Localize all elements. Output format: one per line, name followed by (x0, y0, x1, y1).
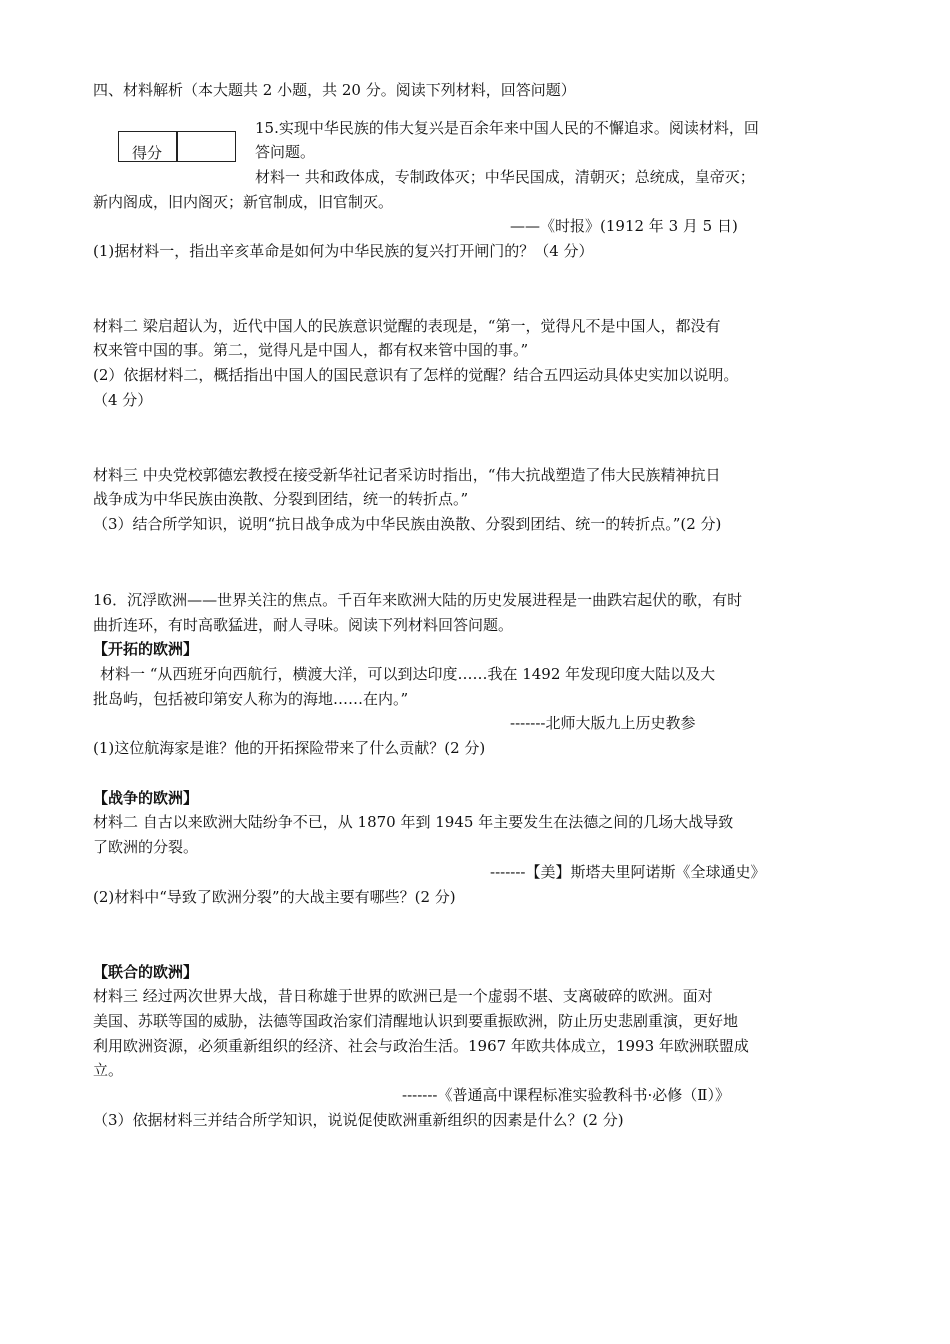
q15-question-2-line-2: （4 分） (93, 391, 153, 409)
score-box-divider (176, 132, 178, 161)
q16-question-2: (2)材料中“导致了欧洲分裂”的大战主要有哪些？(2 分) (93, 888, 456, 906)
q15-material2-line-2: 权来管中国的事。第二，觉得凡是中国人，都有权来管中国的事。” (93, 341, 529, 359)
q15-intro-line-1: 15.实现中华民族的伟大复兴是百余年来中国人民的不懈追求。阅读材料，回 (255, 119, 759, 137)
q16-intro-line-2: 曲折连环，有时高歌猛进，耐人寻味。阅读下列材料回答问题。 (93, 616, 514, 634)
q16-material1-line-2: 批岛屿，包括被印第安人称为的海地……在内。” (93, 690, 409, 708)
q15-question-1: (1)据材料一，指出辛亥革命是如何为中华民族的复兴打开闸门的？（4 分） (93, 242, 594, 260)
q15-material3-line-2: 战争成为中华民族由涣散、分裂到团结，统一的转折点。” (93, 490, 469, 508)
score-box (118, 131, 236, 162)
q15-material1-source: ——《时报》(1912 年 3 月 5 日) (510, 217, 738, 235)
q16-question-1: (1)这位航海家是谁？他的开拓探险带来了什么贡献？(2 分) (93, 739, 486, 757)
q16-material3-line-1: 材料三 经过两次世界大战，昔日称雄于世界的欧洲已是一个虚弱不堪、支离破碎的欧洲。面对 (93, 987, 713, 1005)
q16-material2-source: -------【美】斯塔夫里阿诺斯《全球通史》 (490, 863, 766, 881)
q16-material1-line-1: 材料一 “从西班牙向西航行，横渡大洋，可以到达印度……我在 1492 年发现印度大陆以及大 (100, 665, 716, 683)
q15-material3-line-1: 材料三 中央党校郭德宏教授在接受新华社记者采访时指出，“伟大抗战塑造了伟大民族精神抗日 (93, 466, 721, 484)
q16-heading-exploration: 【开拓的欧洲】 (93, 640, 199, 658)
score-label: 得分 (132, 144, 163, 162)
q15-question-2-line-1: (2）依据材料二，概括指出中国人的国民意识有了怎样的觉醒？结合五四运动具体史实加以说明。 (93, 366, 739, 384)
q15-material2-line-1: 材料二 梁启超认为，近代中国人的民族意识觉醒的表现是，“第一，觉得凡不是中国人，都没有 (93, 317, 721, 335)
q16-heading-union: 【联合的欧洲】 (93, 963, 199, 981)
q16-material1-source: -------北师大版九上历史教参 (510, 714, 696, 732)
q16-intro-line-1: 16．沉浮欧洲——世界关注的焦点。千百年来欧洲大陆的历史发展进程是一曲跌宕起伏的歌，有时 (93, 591, 743, 609)
q16-material3-line-4: 立。 (93, 1061, 124, 1079)
q15-question-3: （3）结合所学知识，说明“抗日战争成为中华民族由涣散、分裂到团结、统一的转折点。”(2 分) (93, 515, 722, 533)
q16-material3-line-2: 美国、苏联等国的威胁，法德等国政治家们清醒地认识到要重振欧洲，防止历史悲剧重演，更好地 (93, 1012, 739, 1030)
q16-heading-war: 【战争的欧洲】 (93, 789, 199, 807)
q16-question-3: （3）依据材料三并结合所学知识，说说促使欧洲重新组织的因素是什么？(2 分) (93, 1111, 624, 1129)
q16-material3-line-3: 利用欧洲资源，必须重新组织的经济、社会与政治生活。1967 年欧共体成立，1993 年欧洲联盟成 (93, 1037, 749, 1055)
q16-material2-line-2: 了欧洲的分裂。 (93, 838, 199, 856)
section-title: 四、材料解析（本大题共 2 小题，共 20 分。阅读下列材料，回答问题） (93, 81, 576, 99)
q15-material1-line-2: 新内阁成，旧内阁灭；新官制成，旧官制灭。 (93, 193, 394, 211)
q16-material3-source: -------《普通高中课程标准实验教科书·必修（Ⅱ）》 (402, 1086, 730, 1104)
q16-material2-line-1: 材料二 自古以来欧洲大陆纷争不已，从 1870 年到 1945 年主要发生在法德之间的几场大战导致 (93, 813, 734, 831)
q15-material1-line-1: 材料一 共和政体成，专制政体灭；中华民国成，清朝灭；总统成，皇帝灭； (255, 168, 755, 186)
q15-intro-line-2: 答问题。 (255, 143, 316, 161)
